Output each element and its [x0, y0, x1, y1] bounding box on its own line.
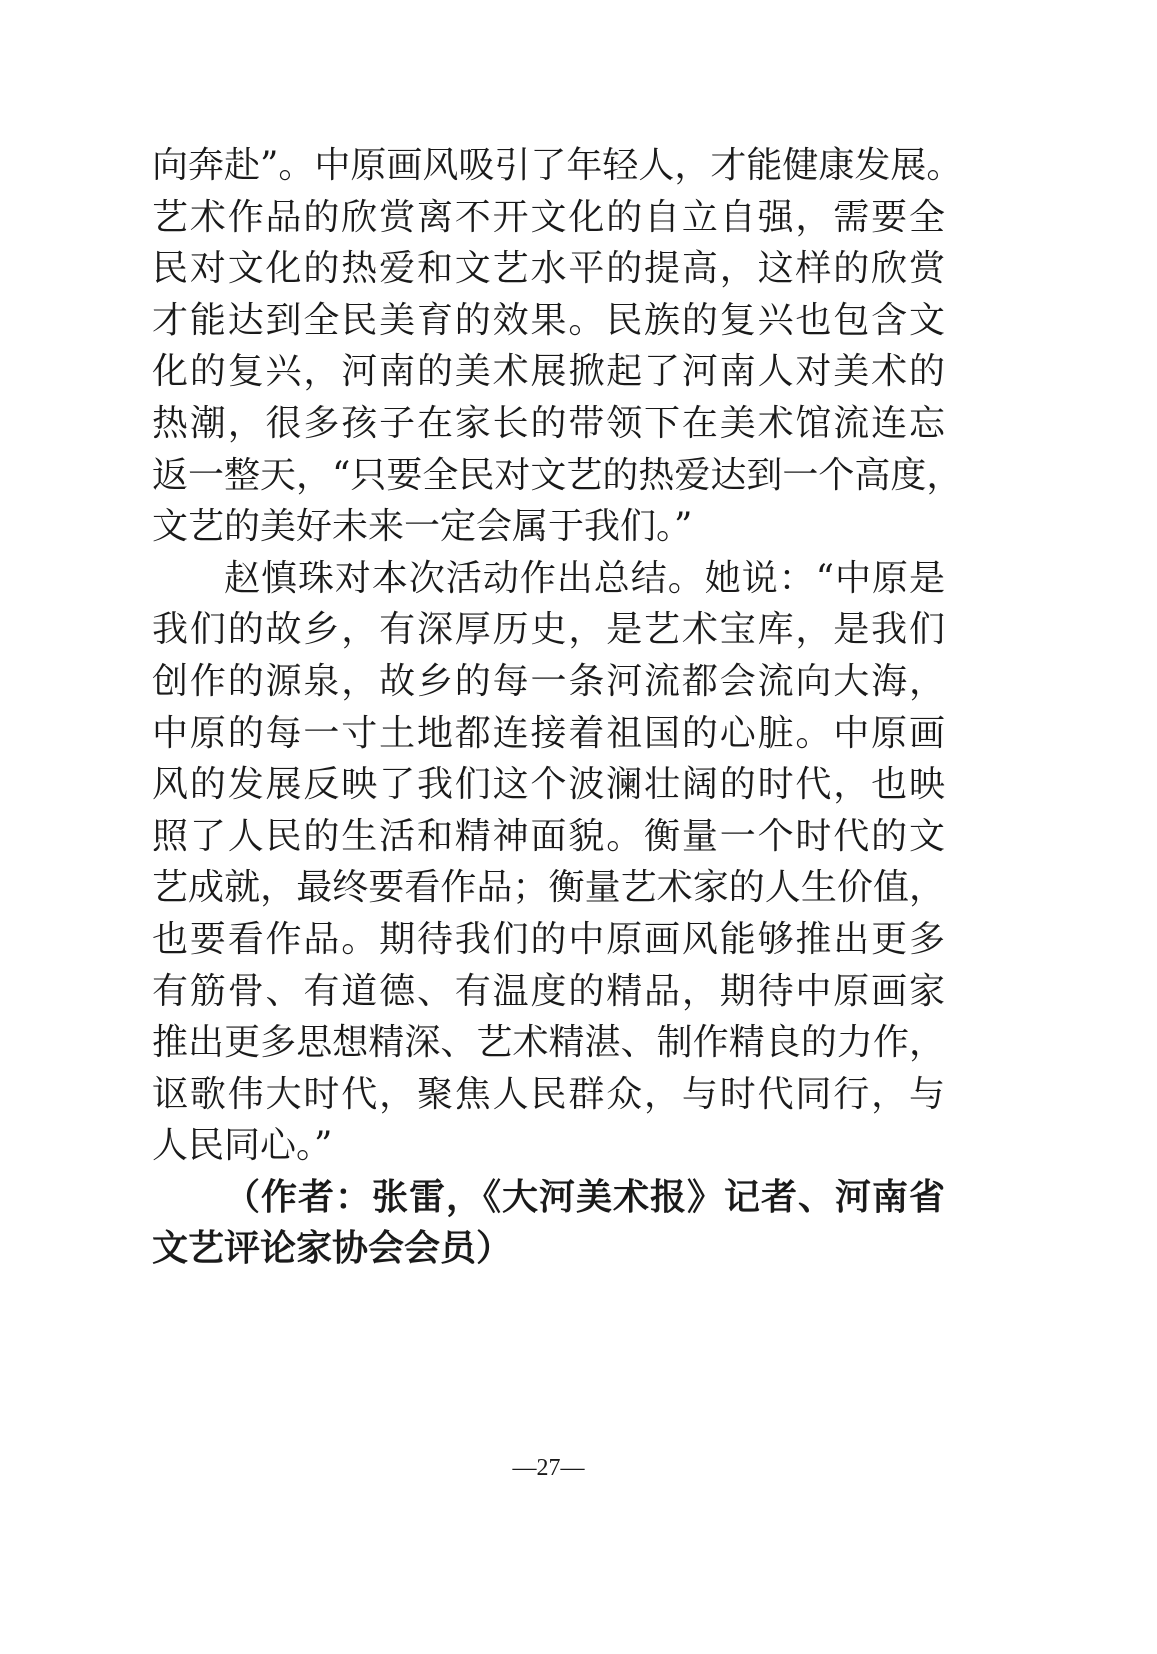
text-line: 风的发展反映了我们这个波澜壮阔的时代，也映 [152, 764, 945, 806]
text-line: 艺术作品的欣赏离不开文化的自立自强，需要全 [152, 196, 945, 238]
text-line: 讴歌伟大时代，聚焦人民群众，与时代同行，与 [152, 1073, 945, 1115]
paragraph-summary [152, 553, 945, 1172]
text-line: 推出更多思想精深、艺术精湛、制作精良的力作， [152, 1022, 945, 1064]
text-line: 才能达到全民美育的效果。民族的复兴也包含文 [152, 299, 945, 341]
text-line: 有筋骨、有道德、有温度的精品，期待中原画家 [152, 970, 945, 1012]
text-line: 照了人民的生活和精神面貌。衡量一个时代的文 [152, 815, 945, 857]
article-body [152, 140, 963, 1275]
text-line: 文艺的美好未来一定会属于我们。” [152, 506, 693, 548]
text-line: 热潮，很多孩子在家长的带领下在美术馆流连忘 [152, 402, 945, 444]
text-line: 民对文化的热爱和文艺水平的提高，这样的欣赏 [152, 248, 945, 290]
text-line: 中原的每一寸土地都连接着祖国的心脏。中原画 [152, 712, 945, 754]
page-number: —27— [512, 1455, 585, 1481]
text-line: 文艺评论家协会会员） [152, 1227, 513, 1270]
text-line: 向奔赴”。中原画风吸引了年轻人，才能健康发展。 [152, 145, 963, 186]
text-line: 化的复兴，河南的美术展掀起了河南人对美术的 [152, 351, 945, 393]
text-line: 返一整天，“只要全民对文艺的热爱达到一个高度， [152, 454, 963, 496]
text-line: 人民同心。” [152, 1125, 333, 1167]
text-line: （作者：张雷，《大河美术报》记者、河南省 [224, 1175, 945, 1218]
paragraph-closing [152, 140, 963, 553]
text-line: 我们的故乡，有深厚历史，是艺术宝库，是我们 [152, 609, 945, 651]
text-line: 赵慎珠对本次活动作出总结。她说：“中原是 [224, 557, 945, 599]
text-line: 也要看作品。期待我们的中原画风能够推出更多 [152, 918, 945, 960]
author-note [152, 1172, 945, 1275]
text-line: 艺成就，最终要看作品；衡量艺术家的人生价值， [152, 867, 945, 909]
text-line: 创作的源泉，故乡的每一条河流都会流向大海， [152, 660, 945, 702]
